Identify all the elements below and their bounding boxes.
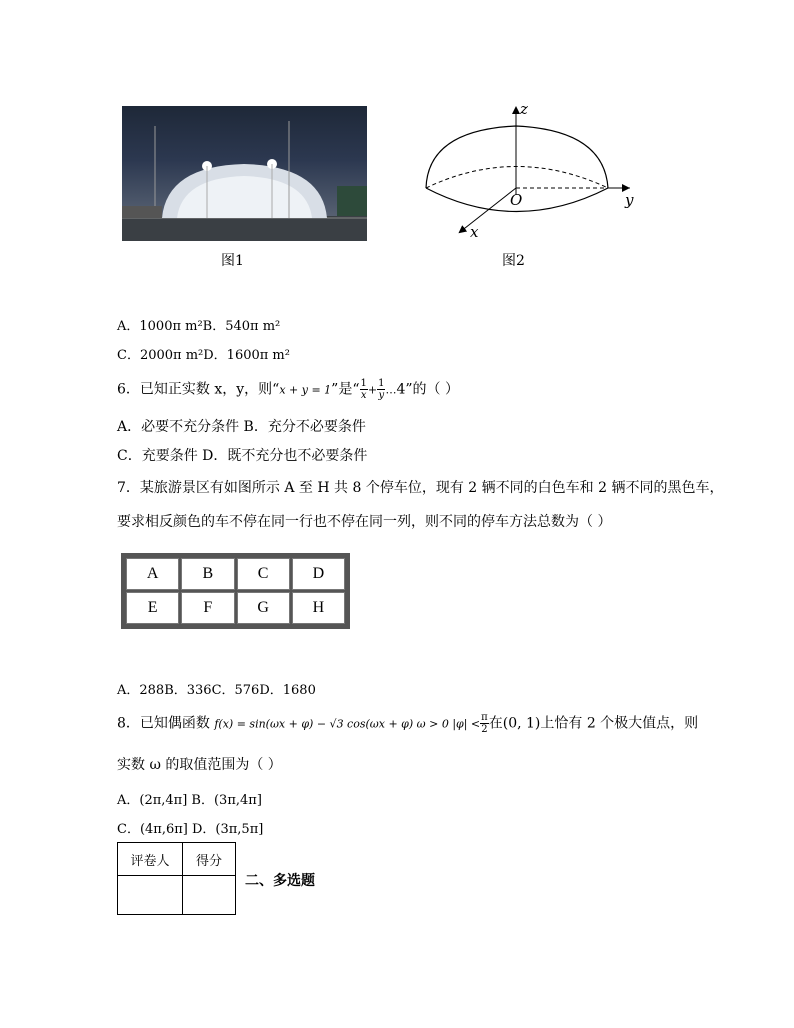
q8-options-line2: C．(4π,6π] D．(3π,5π]	[117, 822, 264, 837]
question-8-stem-line1	[117, 712, 698, 735]
figure-2-hemisphere	[420, 100, 650, 240]
q6-options-line2: C．充要条件 D．既不充分也不必要条件	[117, 448, 368, 464]
parking-cell-a: A	[126, 558, 179, 590]
q6-frac-1x: $\frac{1}{x}$	[360, 378, 367, 401]
origin-label: O	[510, 191, 523, 209]
q5-options-line2: C．2000π m²D．1600π m²	[117, 348, 290, 363]
q8-formula: f(x) = sin(ωx + φ) − √3 cos(ωx + φ) ω > 0 |φ| <	[214, 717, 481, 731]
axis-z-label: z	[520, 100, 528, 118]
q6-frac-1y: $\frac{1}{y}$	[378, 378, 385, 401]
question-6-stem: 6．已知正实数 x，y，则“x + y = 1”是“ $\frac{1}{x}$ + $\frac{1}{y}$ …4”的（ ）	[117, 378, 459, 401]
score-table-header-score: 得分	[183, 843, 236, 876]
parking-cell-d: D	[292, 558, 345, 590]
parking-cell-b: B	[181, 558, 234, 590]
parking-grid	[121, 553, 350, 629]
axis-y-label: y	[625, 191, 634, 209]
q5-options-line1: A．1000π m²B．540π m²	[117, 319, 281, 334]
dome-photo-illustration	[122, 106, 367, 241]
score-table-header-reviewer: 评卷人	[118, 843, 183, 876]
score-table-reviewer-cell[interactable]	[118, 876, 183, 915]
question-7-stem-line1: 7．某旅游景区有如图所示 A 至 H 共 8 个停车位，现有 2 辆不同的白色车和 2 辆不同的黑色车，	[117, 480, 724, 496]
parking-cell-g: G	[237, 592, 290, 624]
question-8-stem-line2: 实数 ω 的取值范围为（ ）	[117, 757, 282, 773]
score-table-score-cell[interactable]	[183, 876, 236, 915]
q8-stem-tail: 在(0, 1)上恰有 2 个极大值点，则	[488, 715, 699, 732]
q8-frac-pi-over-2: $\frac{\pi}{2}$	[481, 712, 488, 735]
parking-cell-e: E	[126, 592, 179, 624]
axis-x-label: x	[470, 223, 479, 241]
q6-stem-prefix: 6．已知正实数 x，y，则“	[117, 381, 280, 398]
section-title: 二、多选题	[245, 873, 315, 889]
q6-stem-mid: ”是“	[331, 381, 360, 398]
parking-cell-h: H	[292, 592, 345, 624]
q8-stem-prefix: 8．已知偶函数	[117, 715, 215, 732]
q6-stem-tail: 4”的（ ）	[396, 381, 459, 398]
q7-options: A．288B．336C．576D．1680	[117, 683, 316, 698]
figure-1-photo	[122, 106, 367, 241]
q6-condition: x + y = 1	[279, 383, 332, 397]
q8-options-line1: A．(2π,4π] B．(3π,4π]	[117, 793, 262, 808]
parking-cell-c: C	[237, 558, 290, 590]
score-table	[117, 842, 236, 915]
parking-cell-f: F	[181, 592, 234, 624]
figure-1-caption: 图1	[221, 253, 244, 269]
figure-2-caption: 图2	[502, 253, 525, 269]
question-7-stem-line2: 要求相反颜色的车不停在同一行也不停在同一列，则不同的停车方法总数为（ ）	[117, 514, 612, 530]
q6-options-line1: A．必要不充分条件 B．充分不必要条件	[117, 419, 366, 435]
